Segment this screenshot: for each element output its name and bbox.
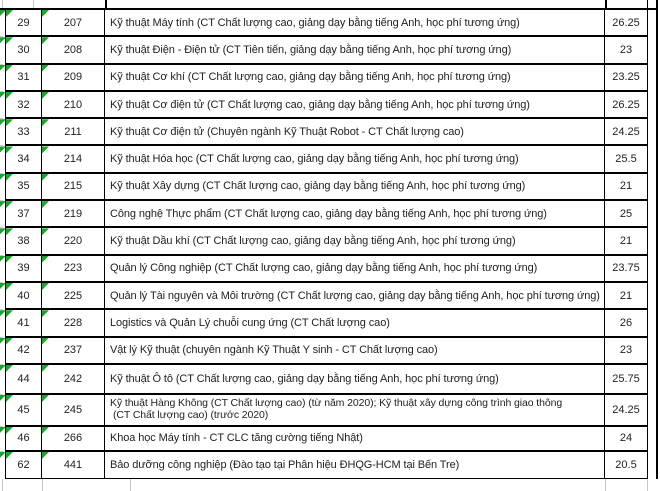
code-value: 223 xyxy=(63,262,83,275)
code-cell[interactable] xyxy=(42,146,105,173)
bottom-partial-row xyxy=(0,479,660,491)
code-cell[interactable] xyxy=(42,92,105,119)
row-number-cell[interactable] xyxy=(5,365,42,395)
code-value: 211 xyxy=(64,125,82,138)
flag-triangle-icon xyxy=(42,65,49,72)
score-value: 20.5 xyxy=(615,459,637,472)
score-value: 21 xyxy=(619,289,633,302)
code-value: 245 xyxy=(63,403,83,416)
row-number-value: 33 xyxy=(17,125,30,138)
score-cell[interactable] xyxy=(605,452,648,480)
table-row xyxy=(0,174,656,201)
score-cell[interactable] xyxy=(605,338,648,365)
flag-triangle-icon xyxy=(42,365,49,372)
code-value: 219 xyxy=(63,207,83,220)
code-cell[interactable] xyxy=(42,395,105,427)
score-cell[interactable] xyxy=(605,146,648,173)
major-name-text: Kỹ thuật Cơ khí (CT Chất lượng cao, giảng dạy bằng tiếng Anh, học phí tương ứng) xyxy=(110,71,511,84)
score-cell[interactable] xyxy=(605,365,648,395)
major-name-text: Kỹ thuật Cơ điện tử (Chuyên ngành Kỹ Thuật Robot - CT Chất lượng cao) xyxy=(110,125,464,138)
major-name-text: Bảo dưỡng công nghiệp (Đào tạo tại Phân hiệu ĐHQG-HCM tại Bến Tre) xyxy=(110,459,460,472)
row-number-value: 34 xyxy=(17,153,30,166)
major-name-cell[interactable] xyxy=(105,65,605,92)
row-number-cell[interactable] xyxy=(5,201,42,228)
score-value: 26.25 xyxy=(612,98,640,111)
major-name-text: Kỹ thuật Điện - Điện tử (CT Tiên tiến, giảng dạy bằng tiếng Anh, học phí tương ứng) xyxy=(110,43,512,56)
score-cell[interactable] xyxy=(605,119,648,146)
major-name-cell[interactable] xyxy=(105,365,605,395)
score-value: 24 xyxy=(619,432,633,445)
row-number-value: 44 xyxy=(17,372,30,385)
score-value: 23.75 xyxy=(612,262,640,275)
score-cell[interactable] xyxy=(605,228,648,255)
major-name-cell[interactable] xyxy=(105,92,605,119)
code-value: 210 xyxy=(63,98,83,111)
flag-triangle-icon xyxy=(6,146,13,153)
flag-triangle-icon xyxy=(42,37,49,44)
code-value: 228 xyxy=(63,316,83,329)
major-name-cell[interactable] xyxy=(105,119,605,146)
score-cell[interactable] xyxy=(605,395,648,427)
table-row xyxy=(0,37,656,64)
flag-triangle-icon xyxy=(6,37,13,44)
table-row xyxy=(0,395,656,427)
major-name-text: Khoa học Máy tính - CT CLC tăng cường tiếng Nhật) xyxy=(110,432,363,445)
flag-triangle-icon xyxy=(6,365,13,372)
major-name-cell[interactable] xyxy=(105,228,605,255)
major-name-text: Kỹ thuật Hóa học (CT Chất lượng cao, giảng dạy bằng tiếng Anh, học phí tương ứng) xyxy=(110,153,519,166)
table-row xyxy=(0,146,656,173)
code-cell[interactable] xyxy=(42,452,105,480)
row-number-value: 30 xyxy=(17,43,30,56)
table-row xyxy=(0,201,656,228)
flag-triangle-icon xyxy=(42,228,49,235)
flag-triangle-icon xyxy=(6,452,13,459)
row-number-value: 46 xyxy=(17,432,30,445)
flag-triangle-icon xyxy=(42,283,49,290)
flag-triangle-icon xyxy=(6,201,13,208)
code-value: 225 xyxy=(63,289,83,302)
gridline xyxy=(647,479,648,491)
row-number-cell[interactable] xyxy=(5,256,42,283)
flag-triangle-icon xyxy=(6,119,13,126)
table-row xyxy=(0,119,656,146)
row-number-value: 29 xyxy=(17,16,30,29)
major-name-line: Kỹ thuật Hàng Không (CT Chất lượng cao) (từ năm 2020); Kỹ thuật xây dựng công trình giao thông xyxy=(110,397,563,410)
major-name-text: Công nghệ Thực phẩm (CT Chất lượng cao, giảng dạy bằng tiếng Anh, học phí tương ứng) xyxy=(110,207,547,220)
major-name-line: (CT Chất lượng cao) (trước 2020) xyxy=(113,408,269,421)
code-value: 207 xyxy=(63,16,83,29)
code-value: 242 xyxy=(63,372,83,385)
row-number-cell[interactable] xyxy=(5,174,42,201)
flag-triangle-icon xyxy=(42,92,49,99)
code-cell[interactable] xyxy=(42,201,105,228)
row-number-value: 62 xyxy=(17,459,30,472)
flag-triangle-icon xyxy=(6,174,13,181)
row-number-value: 45 xyxy=(17,403,30,416)
code-cell[interactable] xyxy=(42,174,105,201)
code-cell[interactable] xyxy=(42,283,105,310)
row-number-cell[interactable] xyxy=(5,283,42,310)
major-name-text: Logistics và Quản Lý chuỗi cung ứng (CT Chất lượng cao) xyxy=(110,316,390,329)
table-row xyxy=(0,228,656,255)
major-name-text: Quản lý Tài nguyên và Môi trường (CT Chất lượng cao, giảng dạy bằng tiếng Anh, học phí tương ứng) xyxy=(110,289,600,302)
flag-triangle-icon xyxy=(6,395,13,402)
major-name-cell[interactable] xyxy=(105,256,605,283)
flag-triangle-icon xyxy=(42,338,49,345)
table-row xyxy=(0,92,656,119)
major-name-text: Vật lý Kỹ thuật (chuyên ngành Kỹ Thuật Y sinh - CT Chất lượng cao) xyxy=(110,344,438,357)
major-name-cell[interactable] xyxy=(105,310,605,337)
score-value: 21 xyxy=(619,180,633,193)
major-name-cell[interactable] xyxy=(105,427,605,452)
code-value: 441 xyxy=(63,459,83,472)
major-name-text: Quản lý Công nghiệp (CT Chất lượng cao, giảng dạy bằng tiếng Anh, học phí tương ứng) xyxy=(110,262,538,275)
code-cell[interactable] xyxy=(42,427,105,452)
row-number-value: 35 xyxy=(17,180,30,193)
row-number-value: 31 xyxy=(17,71,30,84)
table-row xyxy=(0,338,656,365)
row-number-value: 41 xyxy=(17,316,30,329)
flag-triangle-icon xyxy=(42,395,49,402)
code-cell[interactable] xyxy=(42,10,105,37)
score-cell[interactable] xyxy=(605,37,648,64)
gridline xyxy=(2,0,3,8)
major-name-cell[interactable] xyxy=(105,338,605,365)
score-value: 26 xyxy=(619,316,633,329)
flag-triangle-icon xyxy=(42,256,49,263)
flag-triangle-icon xyxy=(42,452,49,459)
flag-triangle-icon xyxy=(6,338,13,345)
flag-triangle-icon xyxy=(6,310,13,317)
flag-triangle-icon xyxy=(42,427,49,434)
flag-triangle-icon xyxy=(6,65,13,72)
score-cell[interactable] xyxy=(605,201,648,228)
flag-triangle-icon xyxy=(42,174,49,181)
major-name-cell[interactable] xyxy=(105,452,605,480)
table-row xyxy=(0,427,656,452)
flag-triangle-icon xyxy=(6,283,13,290)
row-number-cell[interactable] xyxy=(5,146,42,173)
score-value: 25.75 xyxy=(612,372,640,385)
flag-triangle-icon xyxy=(42,10,49,17)
major-name-cell[interactable] xyxy=(105,283,605,310)
score-value: 25 xyxy=(619,207,633,220)
table-row xyxy=(0,452,656,480)
score-value: 23 xyxy=(619,43,633,56)
row-number-value: 39 xyxy=(17,262,30,275)
gridline xyxy=(2,479,3,491)
column-border xyxy=(647,0,649,8)
table-row xyxy=(0,365,656,395)
code-value: 215 xyxy=(63,180,83,193)
row-number-value: 32 xyxy=(17,98,30,111)
row-number-cell[interactable] xyxy=(5,37,42,64)
row-number-cell[interactable] xyxy=(5,395,42,427)
table-row xyxy=(0,310,656,337)
row-number-cell[interactable] xyxy=(5,119,42,146)
score-cell[interactable] xyxy=(605,65,648,92)
major-name-text: Kỹ thuật Cơ điện tử (CT Chất lượng cao, giảng dạy bằng tiếng Anh, học phí tương ứng) xyxy=(110,98,530,111)
code-cell[interactable] xyxy=(42,228,105,255)
row-number-cell[interactable] xyxy=(5,92,42,119)
flag-triangle-icon xyxy=(42,310,49,317)
row-number-cell[interactable] xyxy=(5,338,42,365)
row-number-cell[interactable] xyxy=(5,10,42,37)
flag-triangle-icon xyxy=(6,256,13,263)
code-value: 208 xyxy=(63,43,83,56)
major-name-cell[interactable] xyxy=(105,395,605,427)
code-cell[interactable] xyxy=(42,256,105,283)
major-name-text: Kỹ thuật Ô tô (CT Chất lượng cao, giảng dạy bằng tiếng Anh, học phí tương ứng) xyxy=(110,372,499,385)
major-name-text xyxy=(110,398,562,421)
major-name-cell[interactable] xyxy=(105,37,605,64)
column-border xyxy=(605,0,607,8)
table-row xyxy=(0,256,656,283)
adjacent-column-border xyxy=(656,0,658,491)
row-number-cell[interactable] xyxy=(5,310,42,337)
score-value: 23.25 xyxy=(612,71,640,84)
table-row xyxy=(0,283,656,310)
code-cell[interactable] xyxy=(42,37,105,64)
flag-triangle-icon xyxy=(6,228,13,235)
score-cell[interactable] xyxy=(605,174,648,201)
major-name-cell[interactable] xyxy=(105,201,605,228)
score-value: 23 xyxy=(619,344,633,357)
code-value: 214 xyxy=(63,153,83,166)
flag-triangle-icon xyxy=(42,146,49,153)
major-name-cell[interactable] xyxy=(105,146,605,173)
gridline xyxy=(33,0,34,8)
code-cell[interactable] xyxy=(42,365,105,395)
major-name-cell[interactable] xyxy=(105,174,605,201)
row-number-value: 38 xyxy=(17,235,30,248)
gridline xyxy=(605,479,606,491)
major-name-cell[interactable] xyxy=(105,10,605,37)
column-border xyxy=(105,0,107,8)
flag-triangle-icon xyxy=(6,427,13,434)
code-cell[interactable] xyxy=(42,310,105,337)
row-number-value: 40 xyxy=(17,289,30,302)
flag-triangle-icon xyxy=(6,92,13,99)
code-cell[interactable] xyxy=(42,338,105,365)
score-cell[interactable] xyxy=(605,92,648,119)
flag-triangle-icon xyxy=(6,10,13,17)
score-value: 21 xyxy=(619,235,633,248)
gridline xyxy=(42,479,43,491)
major-name-text: Kỹ thuật Xây dựng (CT Chất lượng cao, giảng dạy bằng tiếng Anh, học phí tương ứng) xyxy=(110,180,526,193)
row-number-cell[interactable] xyxy=(5,452,42,480)
score-value: 25.5 xyxy=(615,153,637,166)
score-cell[interactable] xyxy=(605,256,648,283)
code-value: 209 xyxy=(63,71,83,84)
row-number-cell[interactable] xyxy=(5,65,42,92)
row-number-value: 42 xyxy=(17,344,30,357)
table-body xyxy=(0,8,656,480)
row-number-cell[interactable] xyxy=(5,427,42,452)
score-cell[interactable] xyxy=(605,427,648,452)
code-value: 220 xyxy=(63,235,83,248)
table-row xyxy=(0,10,656,37)
code-cell[interactable] xyxy=(42,119,105,146)
flag-triangle-icon xyxy=(42,201,49,208)
code-value: 266 xyxy=(63,432,83,445)
code-value: 237 xyxy=(63,344,83,357)
score-value: 26.25 xyxy=(612,16,640,29)
major-name-text: Kỹ thuật Dầu khí (CT Chất lượng cao, giảng dạy bằng tiếng Anh, học phí tương ứng) xyxy=(110,235,516,248)
table-row xyxy=(0,65,656,92)
gridline xyxy=(130,479,131,491)
flag-triangle-icon xyxy=(42,119,49,126)
code-cell[interactable] xyxy=(42,65,105,92)
row-number-cell[interactable] xyxy=(5,228,42,255)
score-value: 24.25 xyxy=(612,403,640,416)
score-value: 24.25 xyxy=(612,125,640,138)
major-name-text: Kỹ thuật Máy tính (CT Chất lượng cao, giảng dạy bằng tiếng Anh, học phí tương ứng) xyxy=(110,16,520,29)
score-cell[interactable] xyxy=(605,10,648,37)
top-partial-row xyxy=(0,0,660,8)
score-cell[interactable] xyxy=(605,283,648,310)
row-number-value: 37 xyxy=(17,207,30,220)
score-cell[interactable] xyxy=(605,310,648,337)
